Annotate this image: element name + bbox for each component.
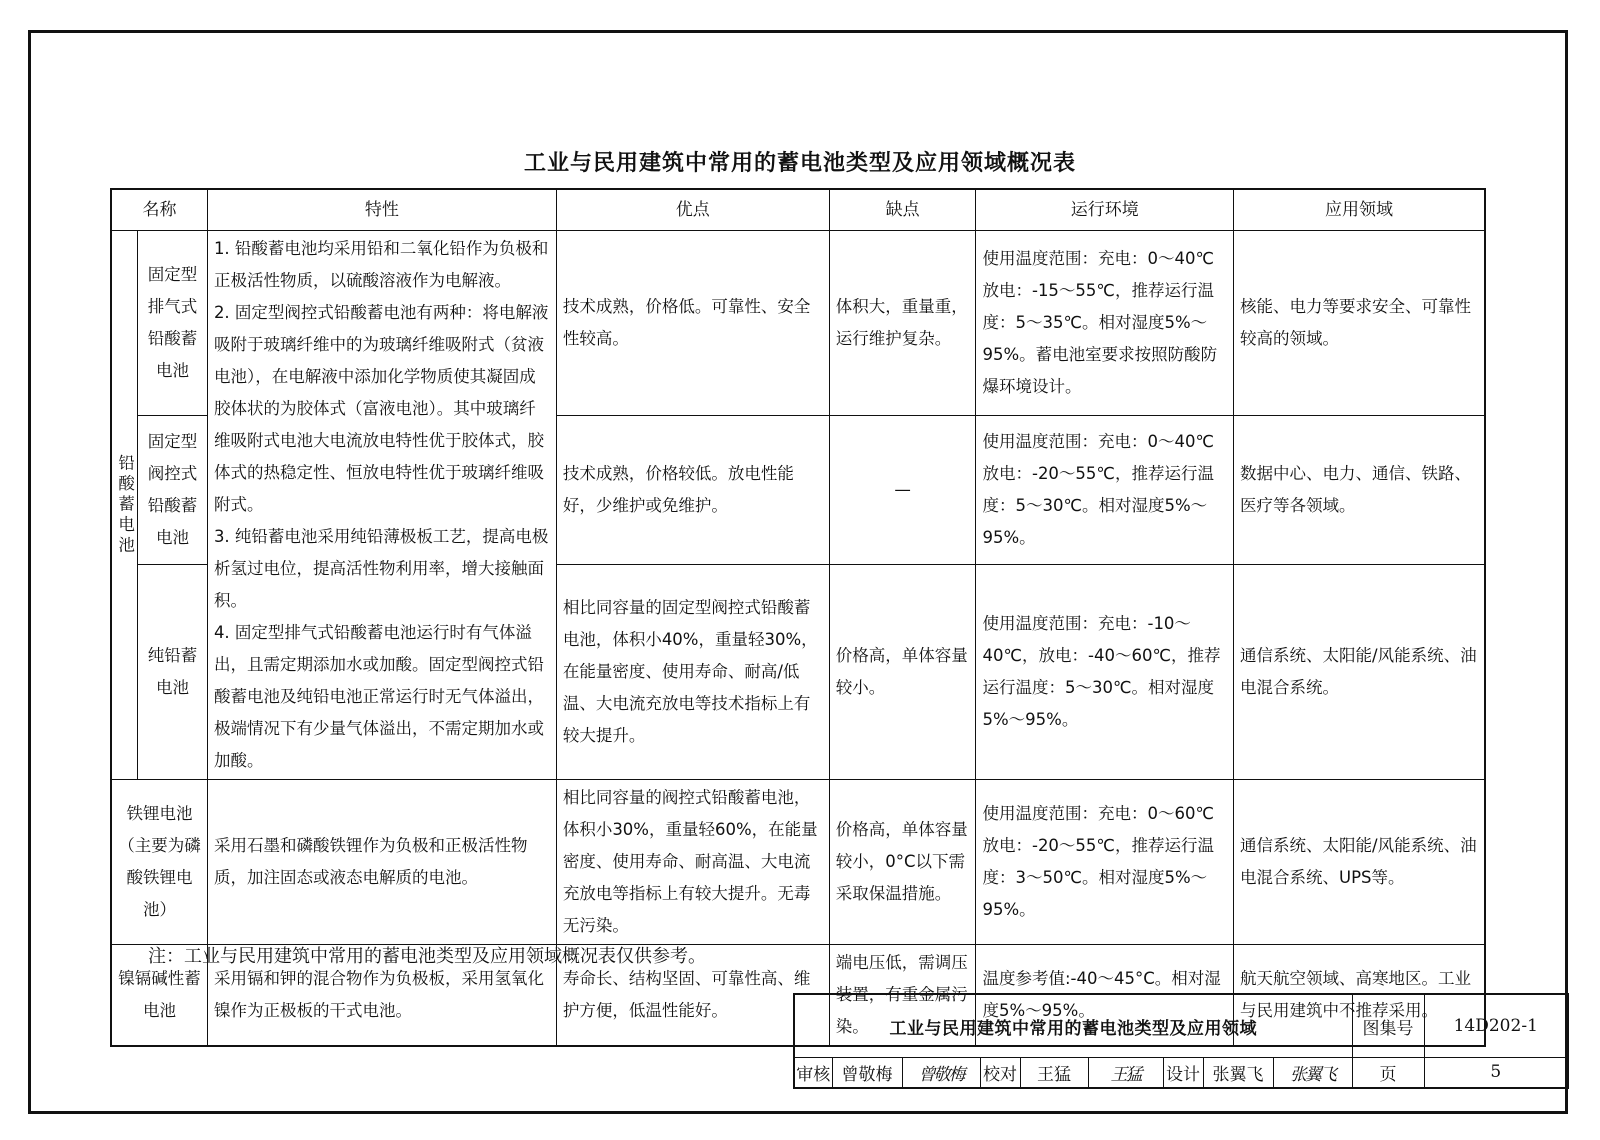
table-row xyxy=(111,780,1485,945)
row-cons: 端电压低，需调压装置，有重金属污染。 xyxy=(829,945,976,1047)
atlas-number: 14D202-1 xyxy=(1424,994,1568,1058)
row-name: 纯铅蓄电池 xyxy=(138,564,208,779)
check-label: 校对 xyxy=(980,1058,1020,1088)
row-pros: 相比同容量的阀控式铅酸蓄电池，体积小30%，重量轻60%，在能量密度、使用寿命、耐高温、大电流充放电等指标上有较大提升。无毒无污染。 xyxy=(556,780,829,945)
row-env: 使用温度范围：充电：-10～40℃，放电：-40～60℃，推荐运行温度：5～30℃。相对湿度5%～95%。 xyxy=(976,564,1234,779)
row-pros: 技术成熟，价格低。可靠性、安全性较高。 xyxy=(556,231,829,416)
table-title: 工业与民用建筑中常用的蓄电池类型及应用领域概况表 xyxy=(523,151,1076,176)
title-block xyxy=(793,993,1569,1089)
row-name: 镍镉碱性蓄电池 xyxy=(111,945,207,1047)
feature-item: 2. 固定型阀控式铅酸蓄电池有两种：将电解液吸附于玻璃纤维中的为玻璃纤维吸附式（贫液电池），在电解液中添加化学物质使其凝固成胶体状的为胶体式（富液电池）。其中玻璃纤维吸附式电池大电流放电特性优于胶体式，胶体式的热稳定性、恒放电特性优于玻璃纤维吸附式。 xyxy=(213,303,549,514)
header-app: 应用领域 xyxy=(1234,189,1485,231)
row-feature: 采用石墨和磷酸铁锂作为负极和正极活性物质，加注固态或液态电解质的电池。 xyxy=(207,780,556,945)
row-app: 核能、电力等要求安全、可靠性较高的领域。 xyxy=(1234,231,1485,416)
design-label: 设计 xyxy=(1163,1058,1203,1088)
lead-acid-feature xyxy=(207,231,556,780)
drawing-title: 工业与民用建筑中常用的蓄电池类型及应用领域 xyxy=(794,994,1352,1058)
row-cons: 价格高，单体容量较小。 xyxy=(829,564,976,779)
row-pros: 技术成熟，价格较低。放电性能好，少维护或免维护。 xyxy=(556,415,829,564)
row-cons: 价格高，单体容量较小，0°C以下需采取保温措施。 xyxy=(829,780,976,945)
row-app: 航天航空领域、高寒地区。工业与民用建筑中不推荐采用。 xyxy=(1234,945,1485,1047)
row-pros: 相比同容量的固定型阀控式铅酸蓄电池，体积小40%，重量轻30%，在能量密度、使用寿命、耐高/低温、大电流充放电等技术指标上有较大提升。 xyxy=(556,564,829,779)
reviewer-name: 曾敬梅 xyxy=(832,1058,902,1088)
reviewer-signature: 曾敬梅 xyxy=(902,1058,980,1088)
feature-item: 1. 铅酸蓄电池均采用铅和二氧化铅作为负极和正极活性物质，以硫酸溶液作为电解液。 xyxy=(213,239,549,290)
row-env: 使用温度范围：充电：0～60℃ 放电：-20～55℃，推荐运行温度：3～50℃。相对湿度5%～95%。 xyxy=(976,780,1234,945)
header-row xyxy=(111,189,1485,231)
row-app: 通信系统、太阳能/风能系统、油电混合系统、UPS等。 xyxy=(1234,780,1485,945)
atlas-label: 图集号 xyxy=(1352,994,1424,1058)
feature-item: 3. 纯铅蓄电池采用纯铅薄极板工艺，提高电极析氢过电位，提高活性物利用率，增大接触面积。 xyxy=(213,527,549,610)
battery-table xyxy=(110,188,1486,1047)
header-env: 运行环境 xyxy=(976,189,1234,231)
row-cons: 体积大，重量重，运行维护复杂。 xyxy=(829,231,976,416)
row-env: 使用温度范围：充电：0～40℃ 放电：-15～55℃，推荐运行温度：5～35℃。相对湿度5%～95%。蓄电池室要求按照防酸防爆环境设计。 xyxy=(976,231,1234,416)
row-feature: 采用镉和钾的混合物作为负极板，采用氢氧化镍作为正极板的干式电池。 xyxy=(207,945,556,1047)
table-row xyxy=(111,231,1485,416)
page-number: 5 xyxy=(1424,1058,1568,1088)
table-note: 注：工业与民用建筑中常用的蓄电池类型及应用领域概况表仅供参考。 xyxy=(148,946,706,967)
row-env: 使用温度范围：充电：0～40℃ 放电：-20～55℃，推荐运行温度：5～30℃。相对湿度5%～95%。 xyxy=(976,415,1234,564)
row-app: 通信系统、太阳能/风能系统、油电混合系统。 xyxy=(1234,564,1485,779)
designer-signature: 张翼飞 xyxy=(1273,1058,1352,1088)
row-app: 数据中心、电力、通信、铁路、医疗等各领域。 xyxy=(1234,415,1485,564)
page-label: 页 xyxy=(1352,1058,1424,1088)
row-name: 固定型排气式铅酸蓄电池 xyxy=(138,231,208,416)
header-feature: 特性 xyxy=(207,189,556,231)
row-pros: 寿命长、结构坚固、可靠性高、维护方便，低温性能好。 xyxy=(556,945,829,1047)
row-env: 温度参考值:-40～45°C。相对湿度5%～95%。 xyxy=(976,945,1234,1047)
designer-name: 张翼飞 xyxy=(1203,1058,1273,1088)
row-name: 铁锂电池（主要为磷酸铁锂电池） xyxy=(111,780,207,945)
review-label: 审核 xyxy=(794,1058,832,1088)
checker-signature: 王猛 xyxy=(1088,1058,1163,1088)
row-cons: — xyxy=(829,415,976,564)
feature-item: 4. 固定型排气式铅酸蓄电池运行时有气体溢出，且需定期添加水或加酸。固定型阀控式铅酸蓄电池及纯铅电池正常运行时无气体溢出，极端情况下有少量气体溢出，不需定期加水或加酸。 xyxy=(213,623,544,770)
header-name: 名称 xyxy=(111,189,207,231)
lead-acid-group: 铅酸蓄电池 xyxy=(111,231,138,780)
header-cons: 缺点 xyxy=(829,189,976,231)
checker-name: 王猛 xyxy=(1020,1058,1088,1088)
header-pros: 优点 xyxy=(556,189,829,231)
row-name: 固定型阀控式铅酸蓄电池 xyxy=(138,415,208,564)
